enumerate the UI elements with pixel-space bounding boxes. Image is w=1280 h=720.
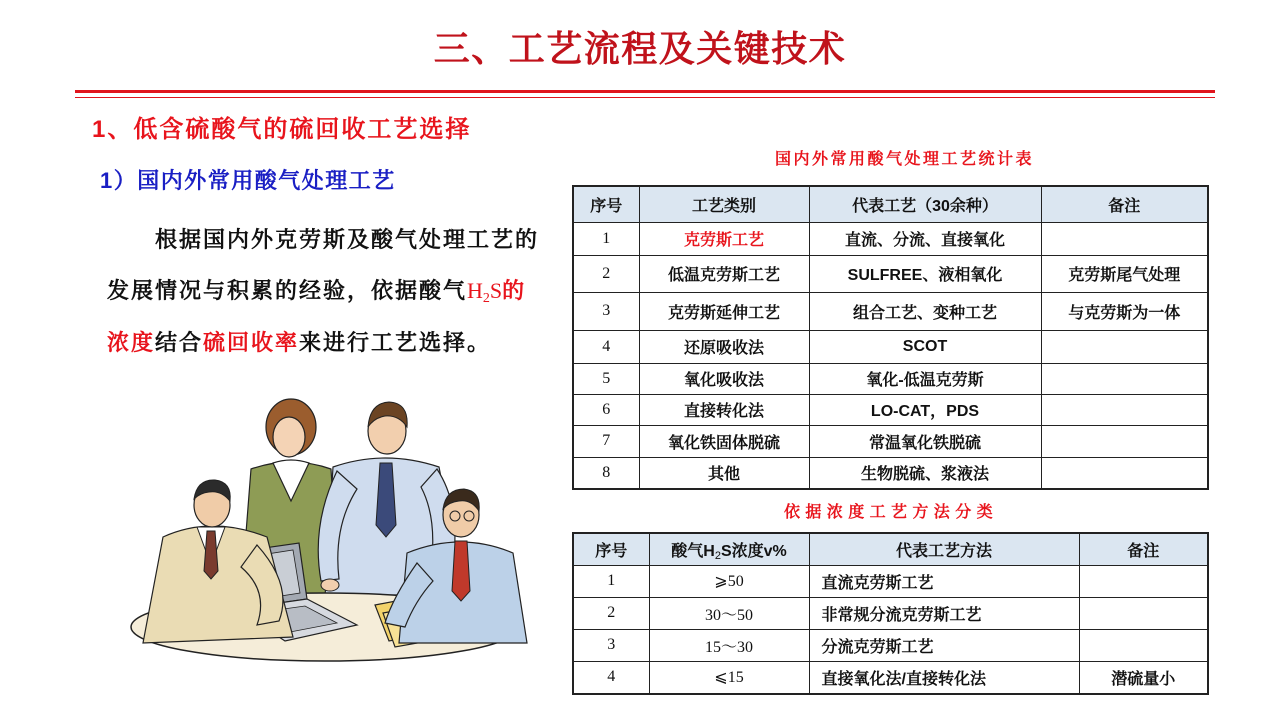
table-row [573, 330, 1208, 363]
cell-no: 2 [573, 255, 639, 292]
cell-no: 6 [573, 394, 639, 425]
cell-remark: 克劳斯尾气处理 [1041, 255, 1208, 292]
subheading: 1）国内外常用酸气处理工艺 [100, 168, 396, 193]
cell-remark [1041, 222, 1208, 255]
cell-no: 2 [573, 597, 649, 629]
column-header-no: 序号 [573, 533, 649, 565]
table-row [573, 597, 1208, 629]
formula-subscript: 2 [482, 291, 490, 306]
header-text: 酸气H [671, 542, 715, 560]
cell-category: 氧化吸收法 [639, 363, 809, 394]
concentration-method-table [572, 532, 1209, 695]
text-segment: 结合 [155, 330, 204, 355]
column-header-remark: 备注 [1041, 186, 1208, 222]
formula-text: S [489, 278, 503, 303]
cell-category: 还原吸收法 [639, 330, 809, 363]
paragraph-line [107, 278, 526, 304]
table-row [573, 394, 1208, 425]
cell-remark [1041, 425, 1208, 457]
cell-remark: 潜硫量小 [1079, 661, 1208, 694]
cell-category: 克劳斯工艺 [639, 222, 809, 255]
table-row [573, 457, 1208, 489]
cell-no: 1 [573, 565, 649, 597]
process-stats-table-caption: 国内外常用酸气处理工艺统计表 [775, 151, 1035, 168]
column-header-representative: 代表工艺（30余种） [809, 186, 1041, 222]
cell-concentration: ⩾50 [649, 565, 809, 597]
cell-representative: LO-CAT，PDS [809, 394, 1041, 425]
column-header-no: 序号 [573, 186, 639, 222]
table-header-row [573, 533, 1208, 565]
text-segment: 根据国内外克劳斯及酸气处理工艺的 [155, 227, 540, 252]
cell-representative: 生物脱硫、浆液法 [809, 457, 1041, 489]
cell-method: 直流克劳斯工艺 [809, 565, 1079, 597]
concentration-method-table-caption: 依据浓度工艺方法分类 [784, 504, 999, 521]
table-row [573, 255, 1208, 292]
cell-no: 5 [573, 363, 639, 394]
column-header-category: 工艺类别 [639, 186, 809, 222]
slide-title: 三、工艺流程及关键技术 [433, 29, 847, 69]
paragraph-line [155, 227, 539, 253]
cell-representative: 组合工艺、变种工艺 [809, 292, 1041, 330]
cell-remark [1079, 565, 1208, 597]
cell-representative: SULFREE、液相氧化 [809, 255, 1041, 292]
cell-concentration: 15～30 [649, 629, 809, 661]
team-illustration [125, 385, 530, 665]
column-header-method: 代表工艺方法 [809, 533, 1079, 565]
cell-concentration: 30～50 [649, 597, 809, 629]
cell-no: 3 [573, 292, 639, 330]
table-header-row [573, 186, 1208, 222]
text-segment: 发展情况与积累的经验，依据酸气 [107, 278, 468, 303]
cell-category: 氧化铁固体脱硫 [639, 425, 809, 457]
cell-representative: SCOT [809, 330, 1041, 363]
text-segment: 浓度 [107, 330, 156, 355]
cell-method: 直接氧化法/直接转化法 [809, 661, 1079, 694]
formula-text: H [467, 278, 483, 303]
cell-representative: 常温氧化铁脱硫 [809, 425, 1041, 457]
cell-category: 克劳斯延伸工艺 [639, 292, 809, 330]
cell-no: 4 [573, 661, 649, 694]
column-header-h2s-concentration [649, 533, 809, 565]
section-heading: 1、低含硫酸气的硫回收工艺选择 [92, 116, 472, 143]
cell-remark: 与克劳斯为一体 [1041, 292, 1208, 330]
cell-remark [1041, 363, 1208, 394]
text-segment: 来进行工艺选择。 [299, 330, 492, 355]
title-divider [75, 90, 1215, 98]
cell-representative: 氧化-低温克劳斯 [809, 363, 1041, 394]
table-row [573, 565, 1208, 597]
cell-representative: 直流、分流、直接氧化 [809, 222, 1041, 255]
cell-no: 7 [573, 425, 639, 457]
table-row [573, 661, 1208, 694]
cell-category: 其他 [639, 457, 809, 489]
cell-method: 非常规分流克劳斯工艺 [809, 597, 1079, 629]
cell-category: 直接转化法 [639, 394, 809, 425]
column-header-remark: 备注 [1079, 533, 1208, 565]
table-row [573, 363, 1208, 394]
cell-no: 1 [573, 222, 639, 255]
standing-man-tie [376, 463, 396, 537]
cell-category: 低温克劳斯工艺 [639, 255, 809, 292]
cell-remark [1041, 330, 1208, 363]
cell-remark [1041, 394, 1208, 425]
process-stats-table [572, 185, 1209, 490]
woman-face [273, 417, 305, 457]
table-row [573, 292, 1208, 330]
cell-method: 分流克劳斯工艺 [809, 629, 1079, 661]
cell-concentration: ⩽15 [649, 661, 809, 694]
cell-no: 8 [573, 457, 639, 489]
cell-remark [1041, 457, 1208, 489]
cell-no: 3 [573, 629, 649, 661]
h2s-formula [467, 278, 503, 306]
cell-remark [1079, 629, 1208, 661]
table-row [573, 222, 1208, 255]
table-row [573, 629, 1208, 661]
text-segment: 硫回收率 [203, 330, 300, 355]
paragraph-line [107, 330, 491, 356]
table-row [573, 425, 1208, 457]
header-text: S浓度v% [720, 542, 787, 560]
left-man-tie [204, 531, 218, 579]
text-segment: 的 [502, 278, 527, 303]
header-subscript: 2 [714, 549, 721, 562]
right-man-tie [452, 541, 470, 601]
cell-remark [1079, 597, 1208, 629]
cell-no: 4 [573, 330, 639, 363]
standing-man-hand [321, 579, 339, 591]
